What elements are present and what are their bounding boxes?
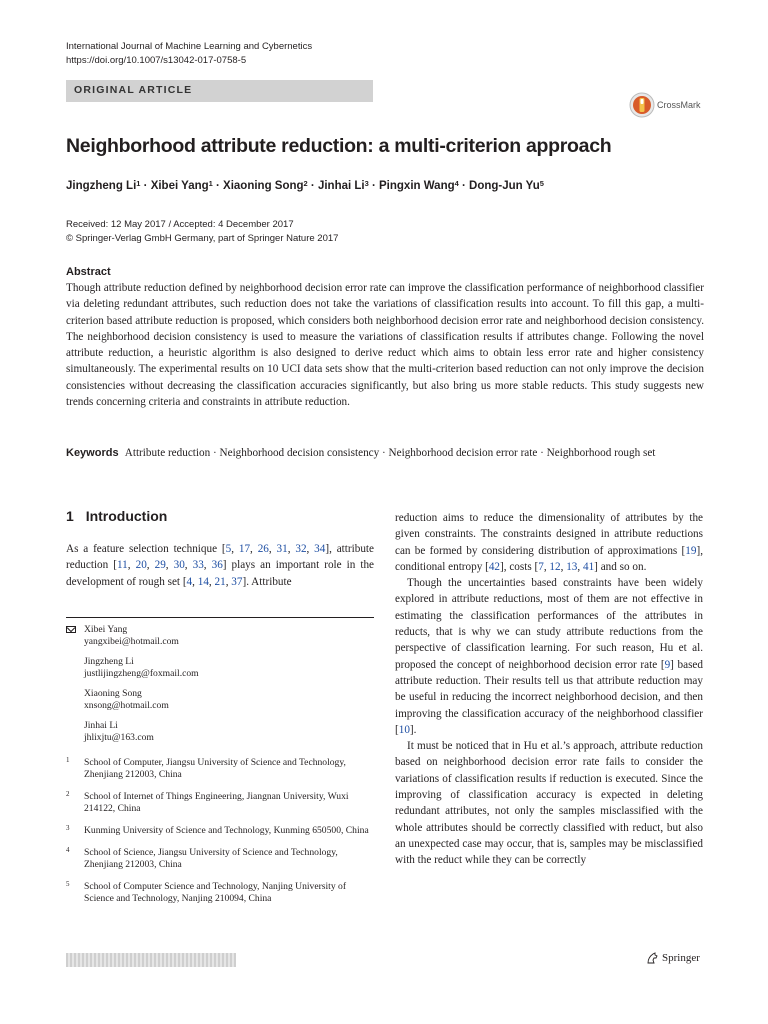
springer-logo bbox=[646, 952, 700, 964]
author-separator: · bbox=[458, 180, 470, 192]
citation-link[interactable]: 5 bbox=[225, 543, 232, 555]
author-name[interactable]: Xibei Yang bbox=[150, 180, 209, 192]
author-affiliation-mark: 2 bbox=[303, 179, 308, 188]
affiliation-text: Kunming University of Science and Technology, Kunming 650500, China bbox=[84, 825, 369, 836]
crossmark-icon bbox=[629, 92, 655, 118]
affiliation-entry bbox=[66, 791, 374, 815]
author-name[interactable]: Jinhai Li bbox=[317, 180, 365, 192]
text-run: , bbox=[543, 560, 550, 573]
text-run: It must be noticed that in Hu et al.’s approach, attribute reduction based on neighborhood decision error rate fails to consider the variations of classification results if reduction is executed. Since the improving of classification accuracy is expected in deleting redundant attributes, not only the samples misclassified with the whole attributes should be correctly classified with reduct, but also an unexpected case may occur, that is, samples may be misclassified with the reduct while they can be correctly bbox=[395, 740, 703, 867]
affiliation-number: 2 bbox=[66, 790, 70, 798]
text-run: ], attribute reduction [ bbox=[66, 543, 374, 572]
citation-link[interactable]: 29 bbox=[154, 559, 166, 572]
contact-name: Xiaoning Song bbox=[84, 688, 142, 699]
contact-entry bbox=[84, 624, 374, 648]
citation-link[interactable]: 32 bbox=[295, 543, 307, 555]
author-affiliation-mark: 3 bbox=[364, 179, 369, 188]
intro-left-column bbox=[66, 541, 374, 590]
citation-link[interactable]: 10 bbox=[398, 723, 410, 736]
keywords-text: Attribute reduction · Neighborhood decision consistency · Neighborhood decision error rate · Neighborhood rough set bbox=[124, 447, 656, 459]
text-run: As a feature selection technique [ bbox=[66, 543, 226, 555]
author-separator: · bbox=[212, 180, 224, 192]
author-name[interactable]: Xiaoning Song bbox=[223, 180, 304, 192]
crossmark-badge[interactable] bbox=[629, 92, 701, 118]
text-run: , bbox=[203, 559, 212, 572]
affiliation-text: School of Computer, Jiangsu University of Science and Technology, Zhenjiang 212003, China bbox=[84, 757, 346, 780]
author-separator: · bbox=[140, 180, 151, 192]
copyright-line: © Springer-Verlag GmbH Germany, part of Springer Nature 2017 bbox=[66, 233, 339, 244]
citation-link[interactable]: 13 bbox=[566, 560, 578, 573]
citation-link[interactable]: 37 bbox=[231, 575, 243, 588]
contact-entry bbox=[84, 720, 374, 744]
received-accepted: Received: 12 May 2017 / Accepted: 4 December 2017 bbox=[66, 219, 294, 230]
affiliation-entry bbox=[66, 757, 374, 781]
text-run: Though the uncertainties based constraints have been widely explored in attribute reductions, most of them are not effective in estimating the classification performances of the attributes in reducts, that is why we can study attribute reductions from the perspective of classification learning. For such reason, Hu et al. proposed the concept of neighborhood decision error rate [ bbox=[395, 577, 703, 671]
article-title: Neighborhood attribute reduction: a multi-criterion approach bbox=[66, 135, 612, 157]
text-run: , bbox=[192, 575, 198, 588]
citation-link[interactable]: 26 bbox=[257, 543, 269, 555]
affiliation-entry bbox=[66, 847, 374, 871]
footer-bar-image bbox=[66, 953, 236, 967]
citation-link[interactable]: 17 bbox=[238, 543, 251, 555]
contact-name: Jingzheng Li bbox=[84, 656, 134, 667]
text-run: ]. bbox=[409, 723, 417, 736]
citation-link[interactable]: 31 bbox=[276, 543, 288, 555]
section-title: Introduction bbox=[85, 508, 168, 524]
text-run: , bbox=[306, 543, 315, 555]
author-affiliation-mark: 4 bbox=[454, 179, 459, 188]
citation-link[interactable]: 36 bbox=[211, 559, 223, 572]
affiliation-text: School of Internet of Things Engineering, Jiangnan University, Wuxi 214122, China bbox=[84, 791, 349, 814]
citation-link[interactable]: 20 bbox=[135, 559, 147, 572]
intro-paragraph bbox=[395, 575, 703, 738]
affiliation-text: School of Computer Science and Technology, Nanjing University of Science and Technology, Nanjing 210094, China bbox=[84, 881, 347, 904]
author-name[interactable]: Pingxin Wang bbox=[379, 180, 455, 192]
author-separator: · bbox=[307, 180, 318, 192]
text-run: ] plays an important role in the development of rough set [ bbox=[66, 559, 375, 588]
affiliation-number: 4 bbox=[66, 846, 70, 854]
text-run: ] and so on. bbox=[594, 560, 647, 573]
contact-email[interactable]: yangxibei@hotmail.com bbox=[84, 636, 179, 647]
intro-right-column bbox=[395, 510, 703, 869]
journal-header bbox=[66, 40, 312, 68]
author-separator: · bbox=[368, 180, 380, 192]
contact-email[interactable]: justlijingzheng@foxmail.com bbox=[84, 668, 199, 679]
affiliation-entry bbox=[66, 881, 374, 905]
contact-email[interactable]: jhlixjtu@163.com bbox=[84, 732, 154, 743]
citation-link[interactable]: 30 bbox=[173, 559, 185, 572]
affiliations-list bbox=[66, 757, 374, 915]
contact-entry bbox=[84, 656, 374, 680]
text-run: , bbox=[208, 575, 215, 588]
citation-link[interactable]: 12 bbox=[549, 560, 561, 573]
text-run: , bbox=[577, 560, 583, 573]
citation-link[interactable]: 33 bbox=[192, 559, 204, 572]
citation-link[interactable]: 41 bbox=[582, 560, 595, 573]
contact-name: Jinhai Li bbox=[84, 720, 118, 731]
envelope-icon bbox=[66, 626, 76, 633]
author-affiliation-mark: 1 bbox=[136, 179, 141, 188]
contact-email[interactable]: xnsong@hotmail.com bbox=[84, 700, 169, 711]
citation-link[interactable]: 42 bbox=[488, 560, 501, 573]
text-run: , bbox=[268, 543, 277, 555]
abstract-heading: Abstract bbox=[66, 266, 111, 278]
keywords bbox=[66, 445, 704, 461]
citation-link[interactable]: 34 bbox=[314, 543, 326, 555]
springer-horse-icon bbox=[646, 952, 658, 964]
author-affiliation-mark: 5 bbox=[539, 179, 544, 188]
text-run: , bbox=[184, 559, 193, 572]
springer-label: Springer bbox=[662, 952, 700, 964]
affiliation-number: 3 bbox=[66, 824, 70, 832]
intro-paragraph bbox=[395, 738, 703, 868]
author-list bbox=[66, 178, 706, 194]
affiliation-text: School of Science, Jiangsu University of Science and Technology, Zhenjiang 212003, China bbox=[84, 847, 338, 870]
text-run: , bbox=[560, 560, 567, 573]
citation-link[interactable]: 14 bbox=[197, 575, 209, 588]
contact-entry bbox=[84, 688, 374, 712]
author-affiliation-mark: 1 bbox=[208, 179, 213, 188]
section-heading-introduction bbox=[66, 508, 167, 524]
author-contacts bbox=[66, 624, 374, 752]
article-type-banner: ORIGINAL ARTICLE bbox=[66, 80, 373, 102]
citation-link[interactable]: 9 bbox=[664, 658, 671, 671]
text-run: ], conditional entropy [ bbox=[395, 544, 703, 573]
author-name[interactable]: Jingzheng Li bbox=[66, 180, 137, 192]
affiliation-entry bbox=[66, 825, 374, 837]
affiliation-number: 1 bbox=[66, 756, 70, 764]
footnote-divider bbox=[66, 617, 374, 618]
author-name[interactable]: Dong-Jun Yu bbox=[469, 180, 540, 192]
citation-link[interactable]: 11 bbox=[117, 559, 128, 572]
text-run: , bbox=[165, 559, 174, 572]
citation-link[interactable]: 4 bbox=[186, 575, 193, 588]
citation-link[interactable]: 21 bbox=[214, 575, 226, 588]
contact-name: Xibei Yang bbox=[84, 624, 128, 635]
text-run: , bbox=[287, 543, 296, 555]
crossmark-label: CrossMark bbox=[657, 100, 701, 110]
citation-link[interactable]: 7 bbox=[538, 560, 544, 573]
journal-name: International Journal of Machine Learning and Cybernetics bbox=[66, 41, 313, 52]
text-run: , bbox=[225, 575, 232, 588]
citation-link[interactable]: 19 bbox=[685, 544, 697, 557]
text-run: , bbox=[146, 559, 155, 572]
intro-paragraph bbox=[66, 541, 374, 590]
section-number: 1 bbox=[66, 508, 74, 524]
text-run: , bbox=[127, 559, 136, 572]
text-run: ] based attribute reduction. Their results tell us that attribute reduction may be useful in reducing the incorrect neighborhood decision, and then improving the classification accuracy of the neighborhood classifier [ bbox=[395, 658, 703, 736]
intro-paragraph bbox=[395, 510, 703, 575]
text-run: reduction aims to reduce the dimensionality of attributes by the given constraints. The constraints designed in attribute reductions can be formed by considering distribution of approximations [ bbox=[395, 512, 703, 557]
text-run: ], costs [ bbox=[500, 560, 539, 573]
text-run: ]. Attribute bbox=[242, 575, 292, 588]
text-run: , bbox=[250, 543, 258, 555]
article-dates bbox=[66, 218, 338, 246]
affiliation-number: 5 bbox=[66, 880, 70, 888]
keywords-label: Keywords bbox=[66, 447, 119, 459]
journal-doi-link[interactable]: https://doi.org/10.1007/s13042-017-0758-5 bbox=[66, 55, 247, 66]
text-run: , bbox=[231, 543, 239, 555]
abstract-text: Though attribute reduction defined by neighborhood decision error rate can improve the classification performance of neighborhood classifier via deleting redundant attributes, such reduction does not take the variations of classification results into account. To fill this gap, a multi-criterion based attribute reduction is proposed, which considers both neighborhood decision error rate and neighborhood decision consistency. The neighborhood decision consistency is used to measure the variations of classification results if attributes change. Following the novel attribute reduction, a heuristic algorithm is also designed to derive reduct which aims to obtain less error rate and higher consistency simultaneously. The experimental results on 10 UCI data sets show that the multi-criterion based reduction can not only improve the decision consistencies without decreasing the classification accuracies significantly, but also bring us more stable reducts. This study suggests new trends concerning criteria and constraints in attribute reduction. bbox=[66, 282, 704, 409]
